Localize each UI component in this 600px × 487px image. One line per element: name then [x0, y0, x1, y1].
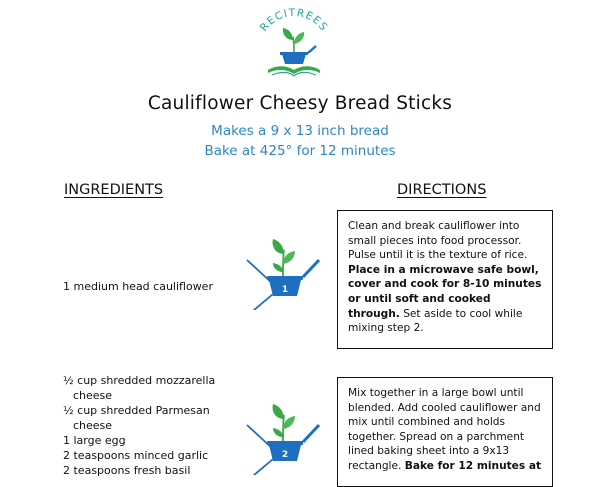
recipe-bake-info: Bake at 425° for 12 minutes	[204, 143, 396, 159]
step-1-direction-text: Clean and break cauliflower into small pieces into food processor. Pulse until it is the texture of rice.	[348, 220, 528, 262]
step-1-pot-with-sprout-icon	[243, 232, 325, 310]
ingredient-item-cont: cheese	[73, 419, 113, 432]
step-2-directions-box	[337, 377, 553, 487]
step-1-directions-box	[337, 210, 553, 349]
step-1-direction-bold: Place in a microwave safe bowl, cover and cook for 8-10 minutes or until soft and cooked through.	[348, 263, 542, 320]
ingredient-item: 2 teaspoons fresh basil	[63, 464, 191, 477]
step-1-direction-text-2: Set aside to cool while mixing step 2.	[348, 307, 523, 335]
ingredients-header: INGREDIENTS	[64, 182, 164, 198]
recipe-title: Cauliflower Cheesy Bread Sticks	[147, 93, 453, 114]
ingredient-item: ½ cup shredded Parmesan	[63, 404, 210, 417]
ingredient-item: 1 medium head cauliflower	[63, 280, 213, 293]
ingredient-item: 1 large egg	[63, 434, 126, 447]
ingredient-item-cont: cheese	[73, 389, 113, 402]
ingredient-item: 2 teaspoons minced garlic	[63, 449, 209, 462]
step-2-direction-text: Mix together in a large bowl until blended. Add cooled cauliflower and mix until combined and holds together. Spread on a parchment lined baking sheet into a 9x13 rectangle.	[348, 387, 541, 472]
recipe-yield: Makes a 9 x 13 inch bread	[211, 123, 389, 139]
step-2-ingredients	[63, 373, 215, 478]
step-1-ingredients	[63, 279, 213, 294]
ingredient-item: ½ cup shredded mozzarella	[63, 374, 216, 387]
pot-with-sprout-logo-icon	[246, 4, 342, 80]
step-1-number: 1	[281, 285, 289, 295]
step-2-pot-with-sprout-icon	[243, 397, 325, 475]
logo-brand-text: RECITREES	[257, 6, 331, 34]
step-2-number: 2	[281, 450, 289, 460]
directions-header: DIRECTIONS	[397, 182, 487, 198]
step-2-direction-bold: Bake for 12 minutes at	[404, 459, 542, 472]
svg-text:RECITREES	[258, 7, 330, 34]
recitrees-logo	[246, 4, 342, 80]
